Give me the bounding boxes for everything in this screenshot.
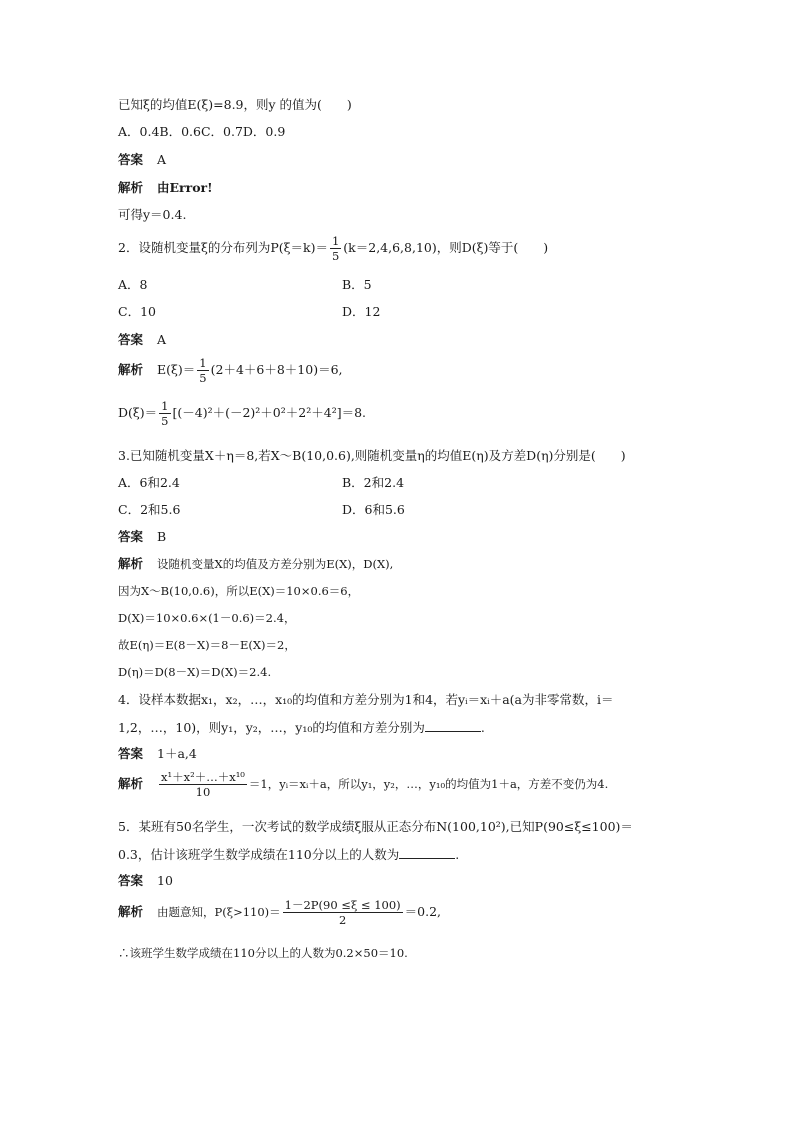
q2-answer: A — [157, 332, 167, 347]
analysis-label: 解析 — [118, 180, 144, 195]
q4-stem-line2 — [118, 719, 485, 736]
q5-frac-den: 2 — [338, 913, 347, 927]
q5-answer: 10 — [157, 873, 173, 888]
q5-a-pre: 由题意知，P(ξ>110)＝ — [157, 905, 281, 919]
answer-label: 答案 — [118, 332, 144, 347]
q4-stem-line1: 4．设样本数据x₁，x₂，…，x₁₀的均值和方差分别为1和4，若yᵢ＝xᵢ＋a(a为非零常数，i＝ — [118, 692, 614, 707]
analysis-label: 解析 — [118, 362, 144, 377]
q4-frac-den: 10 — [195, 785, 211, 799]
q3-opt-b: B．2和2.4 — [342, 475, 405, 490]
q3-answer-row — [118, 529, 166, 545]
q3-a5: D(η)＝D(8－X)＝D(X)＝2.4. — [118, 665, 272, 679]
q3-a4: 故E(η)＝E(8－X)＝8－E(X)＝2， — [118, 638, 296, 652]
answer-label: 答案 — [118, 152, 144, 167]
q3-opt-d: D．6和5.6 — [342, 502, 405, 517]
answer-label: 答案 — [118, 746, 144, 761]
analysis-label: 解析 — [118, 904, 144, 919]
q3-a3: D(X)＝10×0.6×(1－0.6)＝2.4， — [118, 611, 296, 625]
answer-label: 答案 — [118, 873, 144, 888]
answer-blank — [399, 846, 455, 859]
answer-blank — [425, 719, 481, 732]
q2-fraction — [330, 234, 341, 263]
q2-a2-post: [(－4)²＋(－2)²＋0²＋2²＋4²]＝8. — [172, 405, 367, 420]
q5-stem2-end: . — [455, 847, 460, 862]
q5-stem2: 0.3，估计该班学生数学成绩在110分以上的人数为 — [118, 847, 400, 862]
q3-opt-a: A．6和2.4 — [118, 475, 180, 490]
q1-analysis-row — [118, 180, 213, 196]
q1-stem: 已知ξ的均值E(ξ)=8.9，则y 的值为( ) — [118, 97, 352, 112]
q2-stem-pre: 2．设随机变量ξ的分布列为P(ξ＝k)＝ — [118, 240, 328, 255]
answer-label: 答案 — [118, 529, 144, 544]
q2-stem-post: (k＝2,4,6,8,10)，则D(ξ)等于( ) — [343, 240, 549, 255]
q4-answer-row — [118, 746, 197, 762]
q2-stem — [118, 234, 548, 263]
q2-a1-post: (2＋4＋6＋8＋10)＝6, — [210, 362, 343, 377]
q1-options: A．0.4B．0.6C．0.7D．0.9 — [118, 124, 286, 139]
q4-frac-num: x¹＋x²＋…＋x¹⁰ — [161, 770, 245, 784]
q4-stem2-end: . — [480, 720, 485, 735]
analysis-label: 解析 — [118, 776, 144, 791]
q1-answer-row — [118, 152, 166, 168]
q4-a-post: ＝1，yᵢ＝xᵢ＋a，所以y₁，y₂，…，y₁₀的均值为1＋a，方差不变仍为4. — [248, 777, 609, 791]
q5-conclusion: ∴该班学生数学成绩在110分以上的人数为0.2×50＝10. — [118, 946, 408, 960]
q3-analysis-row — [118, 556, 393, 572]
q2-opt-b: B．5 — [342, 277, 372, 292]
q5-frac-num: 1－2P(90 ≤ξ ≤ 100) — [284, 898, 401, 912]
q4-analysis-row — [118, 770, 608, 799]
q5-answer-row — [118, 873, 173, 889]
q1-conclusion: 可得y＝0.4. — [118, 207, 187, 222]
q5-a-post: ＝0.2, — [404, 904, 442, 919]
q2-answer-row — [118, 332, 166, 348]
q5-stem-line2 — [118, 846, 459, 863]
q2-a1-den: 5 — [199, 371, 207, 385]
q2-opt-a: A．8 — [118, 277, 148, 292]
q2-a1-pre: E(ξ)＝ — [157, 362, 196, 377]
q3-opt-c: C．2和5.6 — [118, 502, 181, 517]
q2-analysis-row2 — [118, 399, 366, 428]
q2-a2-pre: D(ξ)＝ — [118, 405, 158, 420]
q4-stem2: 1,2，…，10)，则y₁，y₂，…，y₁₀的均值和方差分别为 — [118, 720, 425, 735]
q1-analysis: 由Error! — [157, 180, 213, 195]
q3-a1: 设随机变量X的均值及方差分别为E(X)，D(X), — [157, 557, 394, 571]
q2-opt-d: D．12 — [342, 304, 381, 319]
q3-stem: 3.已知随机变量X＋η＝8,若X～B(10,0.6),则随机变量η的均值E(η)及方差D(η)分别是( ) — [118, 448, 626, 463]
q2-a1-fraction — [197, 356, 208, 385]
q2-a1-num: 1 — [199, 356, 207, 370]
q2-opt-c: C．10 — [118, 304, 156, 319]
q2-frac-den: 5 — [331, 249, 340, 263]
analysis-label: 解析 — [118, 556, 144, 571]
q2-a2-fraction — [159, 399, 170, 428]
q2-a2-den: 5 — [161, 414, 169, 428]
q4-fraction — [159, 770, 247, 799]
q3-a2: 因为X～B(10,0.6)，所以E(X)＝10×0.6＝6， — [118, 584, 360, 598]
q5-stem-line1: 5．某班有50名学生，一次考试的数学成绩ξ服从正态分布N(100,10²),已知P(90≤ξ≤100)＝ — [118, 819, 633, 834]
q3-answer: B — [157, 529, 167, 544]
q4-answer: 1＋a,4 — [157, 746, 197, 761]
q2-frac-num: 1 — [331, 234, 340, 248]
q5-analysis-row — [118, 898, 441, 927]
q5-fraction — [283, 898, 403, 927]
q2-analysis-row1 — [118, 356, 343, 385]
q1-answer: A — [157, 152, 167, 167]
q2-a2-num: 1 — [161, 399, 169, 413]
